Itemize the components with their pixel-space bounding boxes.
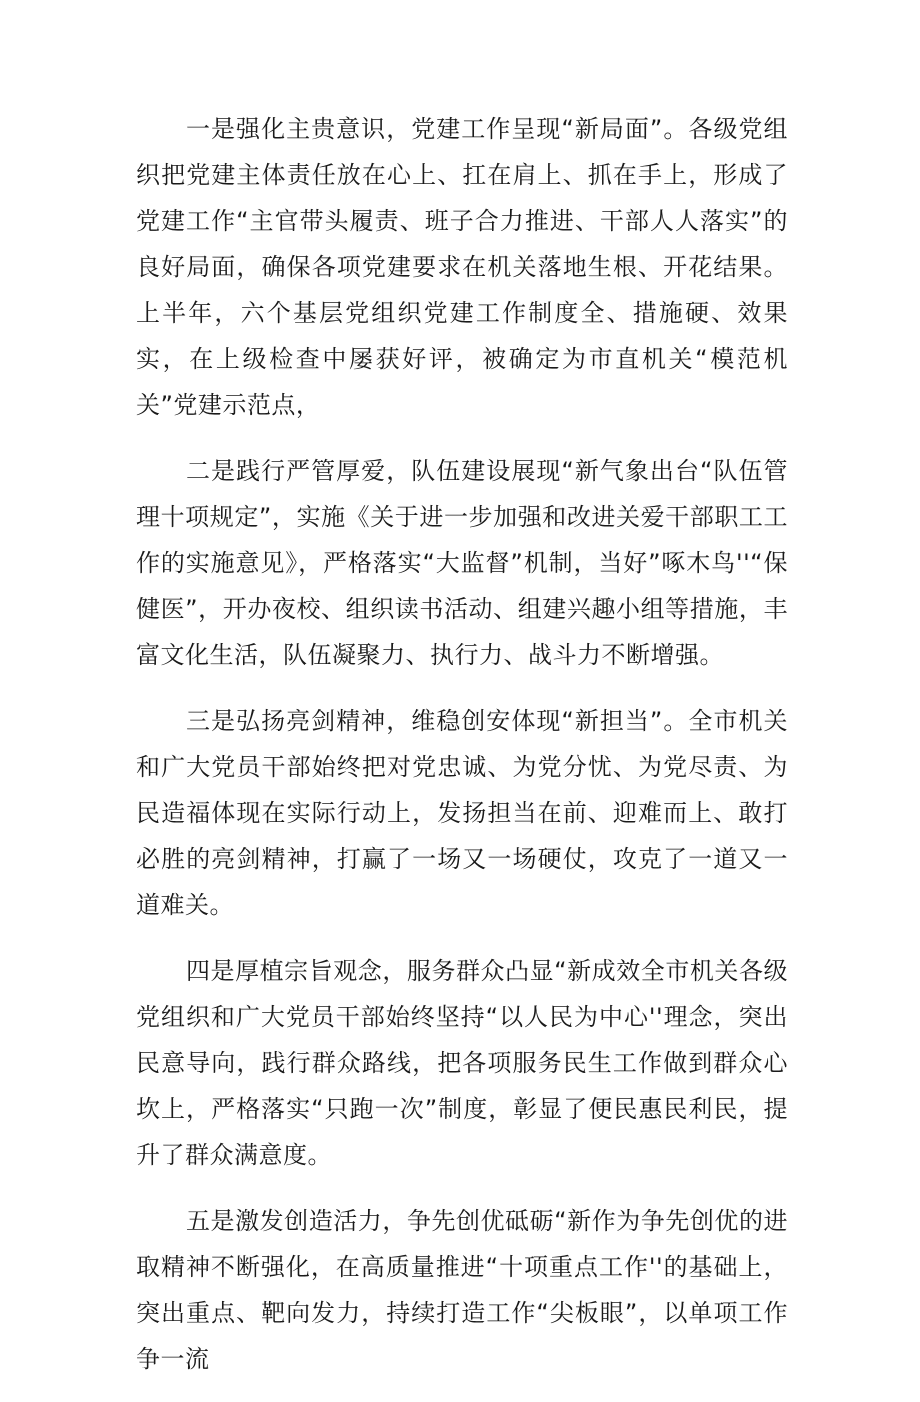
paragraph-5: 五是激发创造活力，争先创优砥砺“新作为争先创优的进取精神不断强化，在高质量推进“十项重点工作''的基础上，突出重点、靶向发力，持续打造工作“尖板眼”，以单项工作争一流 — [136, 1207, 788, 1373]
paragraph-3: 三是弘扬亮剑精神，维稳创安体现“新担当”。全市机关和广大党员干部始终把对党忠诚、为党分忧、为党尽责、为民造福体现在实际行动上，发扬担当在前、迎难而上、敢打必胜的亮剑精神，打赢了一场又一场硬仗，攻克了一道又一道难关。 — [136, 707, 788, 919]
paragraph-4: 四是厚植宗旨观念，服务群众凸显“新成效全市机关各级党组织和广大党员干部始终坚持“以人民为中心''理念，突出民意导向，践行群众路线，把各项服务民生工作做到群众心坎上，严格落实“只跑一次”制度，彰显了便民惠民利民，提升了群众满意度。 — [136, 957, 788, 1169]
paragraph-2: 二是践行严管厚爱，队伍建设展现“新气象出台“队伍管理十项规定”，实施《关于进一步加强和改进关爱干部职工工作的实施意见》，严格落实“大监督”机制，当好”啄木鸟''“保健医”，开办夜校、组织读书活动、组建兴趣小组等措施，丰富文化生活，队伍凝聚力、执行力、战斗力不断增强。 — [136, 457, 788, 669]
paragraph-1: 一是强化主贵意识，党建工作呈现“新局面”。各级党组织把党建主体责任放在心上、扛在肩上、抓在手上，形成了党建工作“主官带头履责、班子合力推进、干部人人落实”的良好局面，确保各项党建要求在机关落地生根、开花结果。上半年，六个基层党组织党建工作制度全、措施硬、效果实，在上级检查中屡获好评，被确定为市直机关“模范机关”党建示范点， — [136, 115, 788, 419]
document-body — [136, 106, 788, 1402]
